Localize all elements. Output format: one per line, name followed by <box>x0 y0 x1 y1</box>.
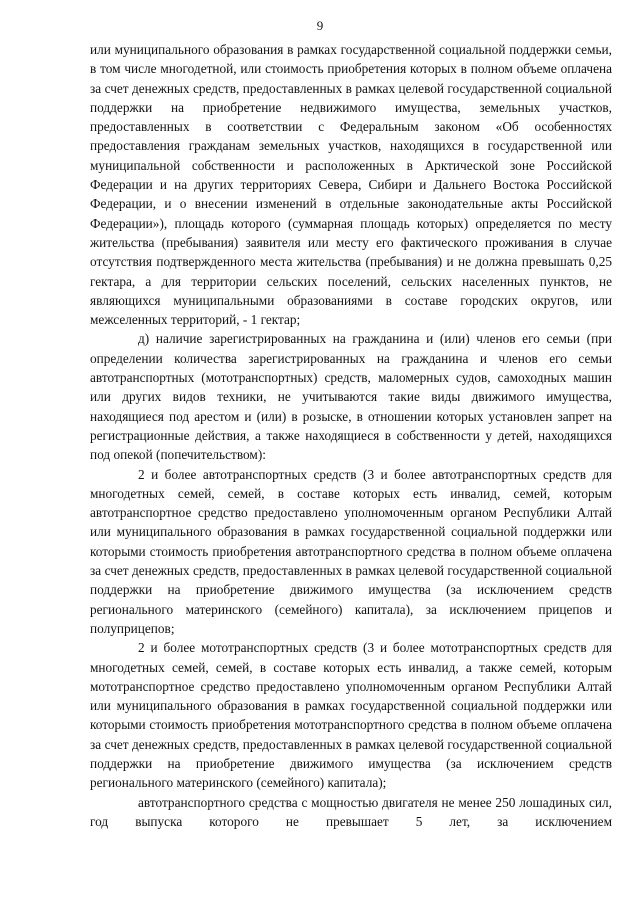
paragraph-high-power-vehicle: автотранспортного средства с мощностью двигателя не менее 250 лошадиных сил, год выпуска которого не превышает 5 лет, за исключением <box>90 794 612 829</box>
paragraph-motorcycles: 2 и более мототранспортных средств (3 и более мототранспортных средств для многодетных семей, семей, в составе которых есть инвалид, а также семей, которым мототранспортное средство предоставлено уполномоченным органом Республики Алтай или муниципального образования в рамках государственной социальной поддержки или которыми стоимость приобретения мототранспортного средства в полном объеме оплачена за счет денежных средств, предоставленных в рамках целевой государственной социальной поддержки на приобретение движимого имущества (за исключением средств регионального материнского (семейного) капитала); <box>90 640 612 791</box>
paragraph-item-d-registered-property: д) наличие зарегистрированных на гражданина и (или) членов его семьи (при определении количества зарегистрированных на гражданина и членов его семьи автотранспортных (мототранспортных) средств, маломерных судов, самоходных машин или других видов техники, не учитываются такие виды движимого имущества, находящиеся под арестом и (или) в розыске, в отношении которых установлен запрет на регистрационные действия, а также находящиеся в собственности у детей, находящихся под опекой (попечительством): <box>90 331 612 463</box>
paragraph-land-plot-continuation: или муниципального образования в рамках государственной социальной поддержки семьи, в том числе многодетной, или стоимость приобретения которых в полном объеме оплачена за счет денежных средств, предоставленных в рамках целевой государственной социальной поддержки на приобретение недвижимого имущества, земельных участков, предоставленных в соответствии с Федеральным законом «Об особенностях предоставления гражданам земельных участков, находящихся в государственной или муниципальной собственности и расположенных в Арктической зоне Российской Федерации и на других территориях Севера, Сибири и Дальнего Востока Российской Федерации, и о внесении изменений в отдельные законодательные акты Российской Федерации»), площадь которого (суммарная площадь которых) определяется по месту жительства (пребывания) заявителя или месту его фактического проживания в случае отсутствия подтвержденного места жительства (пребывания) и не должна превышать 0,25 гектара, а для территории сельских поселений, сельских населенных пунктов, не являющихся муниципальными образованиями в составе городских округов, или межселенных территорий, - 1 гектар; <box>90 42 612 328</box>
document-body <box>90 40 612 831</box>
paragraph-motor-vehicles: 2 и более автотранспортных средств (3 и более автотранспортных средств для многодетных семей, семей, в составе которых есть инвалид, семей, которым автотранспортное средство предоставлено уполномоченным органом Республики Алтай или муниципального образования в рамках государственной социальной поддержки или которыми стоимость приобретения автотранспортного средства в полном объеме оплачена за счет денежных средств, предоставленных в рамках целевой государственной социальной поддержки на приобретение движимого имущества (за исключением средств регионального материнского (семейного) капитала), за исключением прицепов и полуприцепов; <box>90 466 612 636</box>
page-number: 9 <box>316 18 324 33</box>
